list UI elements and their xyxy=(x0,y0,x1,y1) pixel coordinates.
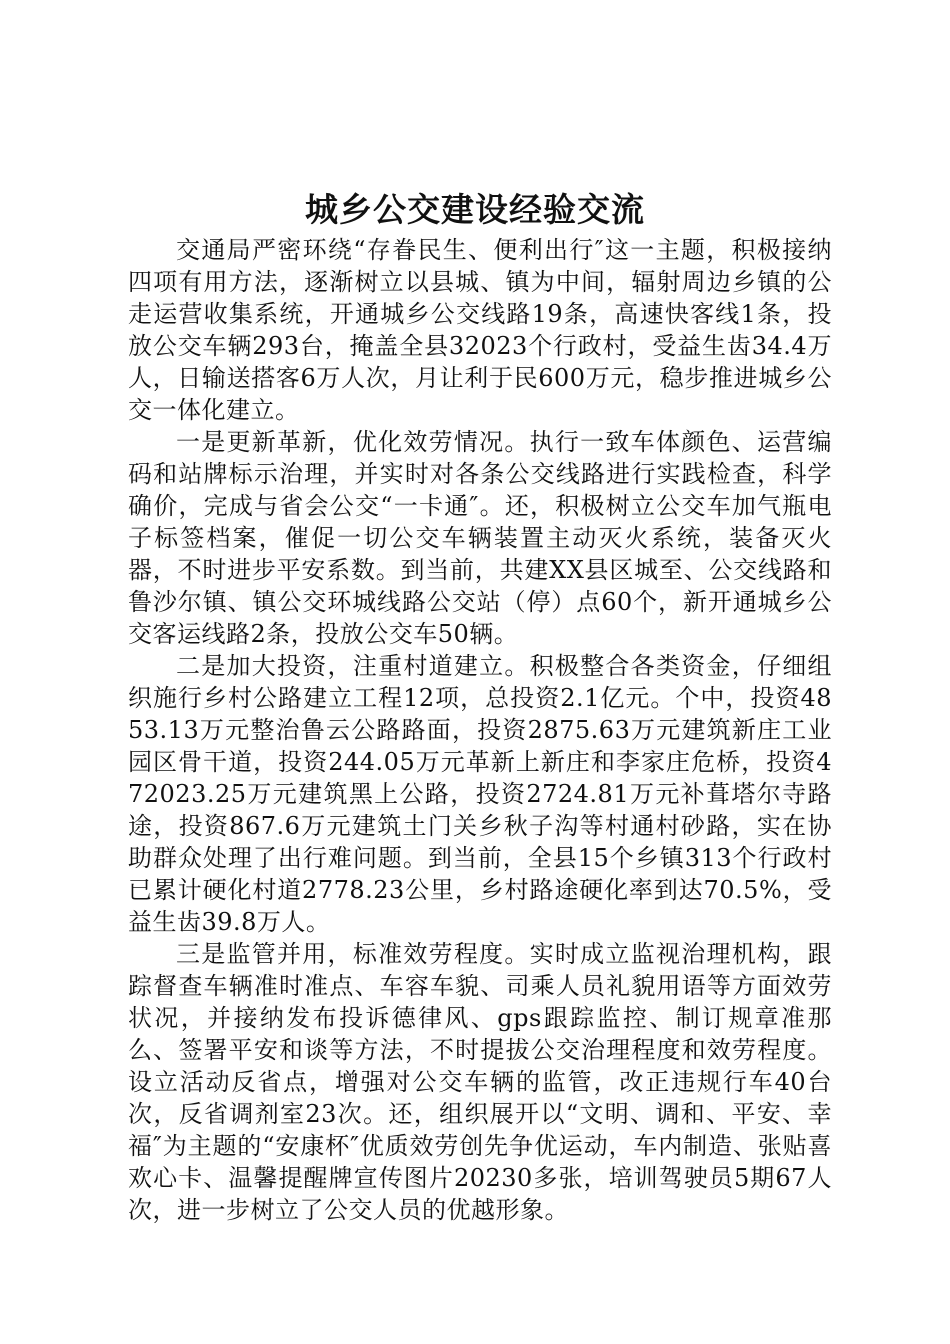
document-title: 城乡公交建设经验交流 xyxy=(305,190,645,229)
document-body xyxy=(128,234,832,1226)
paragraph-third-point: 三是监管并用，标准效劳程度。实时成立监视治理机构，跟踪督查车辆准时准点、车容车貌、司乘人员礼貌用语等方面效劳状况，并接纳发布投诉德律风、gps跟踪监控、制订规章准那么、签署平安和谈等方法，不时提拔公交治理程度和效劳程度。设立活动反省点，增强对公交车辆的监管，改正违规行车40台次，反省调剂室23次。还，组织展开以“文明、调和、平安、幸福″为主题的“安康杯″优质效劳创先争优运动，车内制造、张贴喜欢心卡、温馨提醒牌宣传图片20230多张，培训驾驶员5期67人次，进一步树立了公交人员的优越形象。 xyxy=(128,940,832,1224)
paragraph-second-point: 二是加大投资，注重村道建立。积极整合各类资金，仔细组织施行乡村公路建立工程12项，总投资2.1亿元。个中，投资4853.13万元整治鲁云公路路面，投资2875.63万元建筑新庄工业园区骨干道，投资244.05万元革新上新庄和李家庄危桥，投资472023.25万元建筑黑上公路，投资2724.81万元补葺塔尔寺路途，投资867.6万元建筑土门关乡秋子沟等村通村砂路，实在协助群众处理了出行难问题。到当前，全县15个乡镇313个行政村已累计硬化村道2778.23公里，乡村路途硬化率到达70.5%，受益生齿39.8万人。 xyxy=(128,652,832,936)
paragraph-intro: 交通局严密环绕“存眷民生、便利出行″这一主题，积极接纳四项有用方法，逐渐树立以县城、镇为中间，辐射周边乡镇的公走运营收集系统，开通城乡公交线路19条，高速快客线1条，投放公交车辆293台，掩盖全县32023个行政村，受益生齿34.4万人，日输送搭客6万人次，月让利于民600万元，稳步推进城乡公交一体化建立。 xyxy=(128,236,832,424)
paragraph-first-point: 一是更新革新，优化效劳情况。执行一致车体颜色、运营编码和站牌标示治理，并实时对各条公交线路进行实践检查，科学确价，完成与省会公交“一卡通″。还，积极树立公交车加气瓶电子标签档案，催促一切公交车辆装置主动灭火系统，装备灭火器，不时进步平安系数。到当前，共建XX县区城至、公交线路和鲁沙尔镇、镇公交环城线路公交站（停）点60个，新开通城乡公交客运线路2条，投放公交车50辆。 xyxy=(128,428,832,648)
